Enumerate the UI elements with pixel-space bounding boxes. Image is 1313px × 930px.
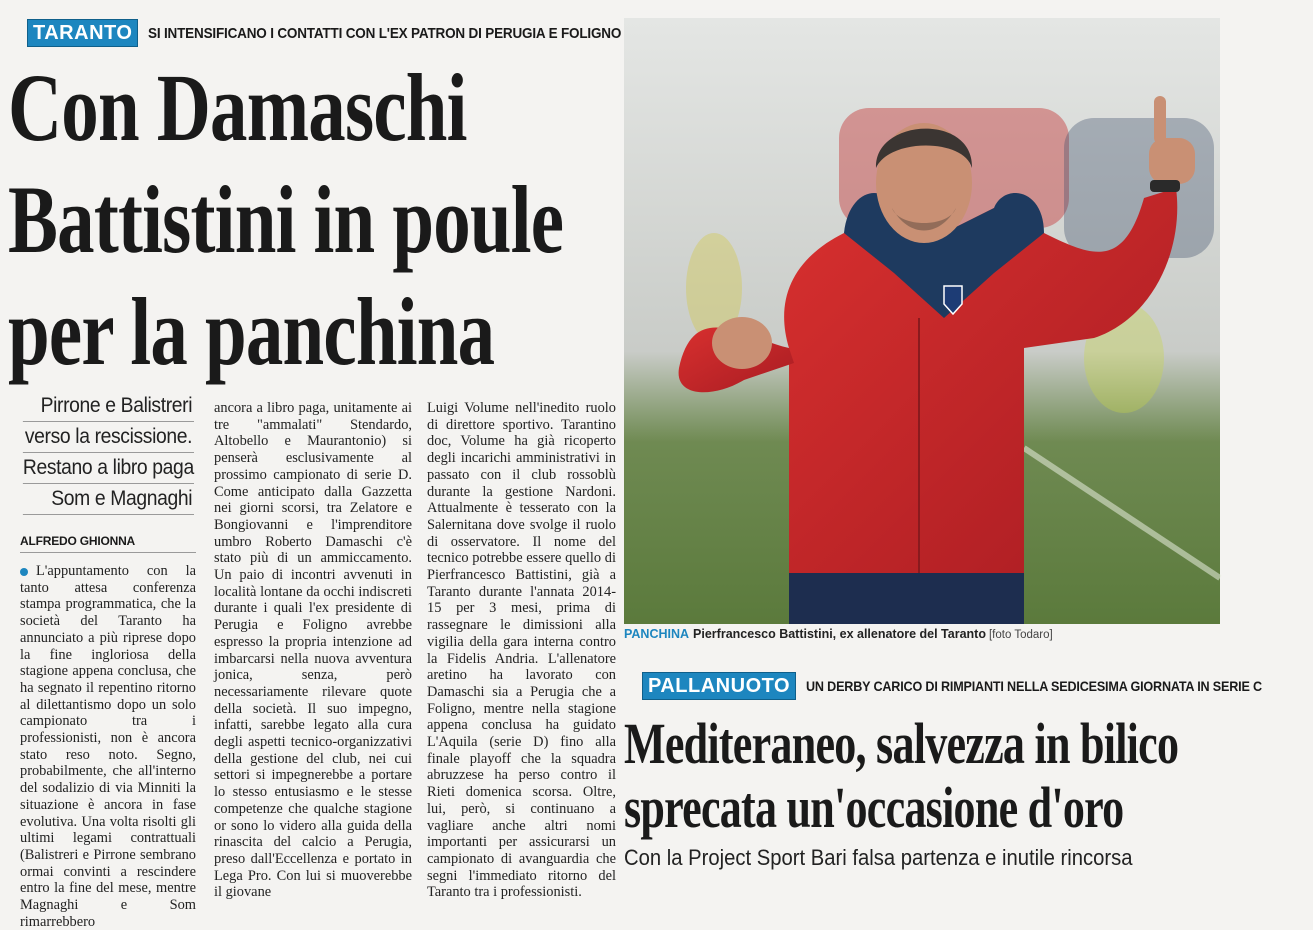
article2-deck: Con la Project Sport Bari falsa partenza e inutile rincorsa: [624, 845, 1133, 870]
body-column-3: [427, 400, 616, 901]
article1-headline: [8, 52, 563, 388]
headline-line: Battistini in poule: [8, 166, 564, 273]
body-column-1: [20, 563, 196, 930]
article2-headline: [624, 712, 1178, 840]
column-text: ancora a libro paga, unitamente ai tre "ammalati" Stendardo, Altobello e Maurantonio) si penserà esclusivamente al prossimo campionato di serie D. Come anticipato dalla Gazzetta nei giorni scorsi, tra Zelatore e Bongiovanni e l'imprenditore umbro Roberto Damaschi c'è stato più di un ammiccamento. Un paio di incontri avvenuti in località lontane da occhi indiscreti durante i quali l'ex presidente di Perugia e Foligno avrebbe espresso la propria intenzione ad imbarcarsi nella nuova avventura jonica, senza, però necessariamente rilevare quote della società. Il suo impegno, infatti, sarebbe legato alla cura degli aspetti tecnico-organizzativi della gestione del club, nei cui settori si impegnerebbe a portare lo stesso entusiasmo e le stesse competenze che qualche stagione or sono lo videro alla guida della rinascita del calcio a Perugia, preso dall'Eccellenza e portato in Lega Pro. Con lui si muoverebbe il giovane: [214, 400, 412, 901]
section-tag-taranto: TARANTO: [27, 19, 138, 47]
article1-kicker: SI INTENSIFICANO I CONTATTI CON L'EX PATRON DI PERUGIA E FOLIGNO: [148, 24, 622, 42]
column-text: Luigi Volume nell'inedito ruolo di direttore sportivo. Tarantino doc, Volume ha già ricoperto degli incarichi amministrativi in passato con il club rossoblù durante la gestione Nardoni. Attualmente è tesserato con la Salernitana dove svolge il ruolo di osservatore. Il nome del tecnico potrebbe essere quello di Pierfrancesco Battistini, già a Taranto durante l'annata 2014-15 per 3 mesi, prima di rassegnare le dimissioni alla vigilia della gara interna contro la Fidelis Andria. L'allenatore aretino ha lavorato con Damaschi sia a Perugia che a Foligno, mentre nella stagione appena conclusa ha guidato L'Aquila (serie D) fino alla finale playoff che la squadra abruzzese ha perso contro il Rieti domenica scorsa. Oltre, lui, però, si continuano a vagliare anche altri nomi importanti per assicurarsi un campionato di avanguardia che segni l'immediato ritorno del Taranto tra i professionisti.: [427, 400, 616, 901]
article1-kicker-row: [27, 19, 674, 47]
photo-credit: [foto Todaro]: [988, 629, 1053, 641]
subhead-line: Pirrone e Balistreri: [23, 391, 194, 422]
bullet-dot-icon: [20, 568, 28, 576]
subhead-line: Restano a libro paga: [23, 453, 194, 484]
caption-text: Pierfrancesco Battistini, ex allenatore del Taranto: [693, 627, 986, 641]
article2-kicker-row: [642, 672, 1313, 700]
article1-subhead: [8, 391, 194, 515]
article2-kicker: UN DERBY CARICO DI RIMPIANTI NELLA SEDICESIMA GIORNATA IN SERIE C: [806, 678, 1262, 694]
coach-photo-image: [624, 18, 1220, 624]
headline-line: per la panchina: [8, 278, 495, 385]
photo-caption: [624, 627, 1220, 641]
section-tag-pallanuoto: PALLANUOTO: [642, 672, 796, 700]
column-text: L'appuntamento con la tanto attesa conferenza stampa programmatica, che la società del Taranto ha annunciato a più riprese dopo la fine ingloriosa della stagione appena conclusa, che ha segnato il repentino ritorno al dilettantismo dopo un solo campionato tra i professionisti, non è ancora stato reso noto. Segno, probabilmente, che all'interno del sodalizio di via Minniti la situazione è ancora in fase evolutiva. Una volta risolti gli ultimi legami contrattuali (Balistreri e Pirrone sembrano ormai convinti a rescindere entro la fine del mese, mentre Magnaghi e Som rimarrebbero: [20, 563, 196, 930]
headline-line: Con Damaschi: [8, 54, 467, 161]
caption-label: PANCHINA: [624, 627, 690, 641]
coach-photo: [624, 18, 1220, 624]
byline: ALFREDO GHIONNA: [20, 534, 196, 553]
subhead-line: Som e Magnaghi: [23, 484, 194, 515]
subhead-line: verso la rescissione.: [23, 422, 194, 453]
body-column-2: [214, 400, 412, 901]
headline-line: sprecata un'occasione d'oro: [624, 775, 1124, 840]
headline-line: Mediteraneo, salvezza in bilico: [624, 711, 1179, 776]
